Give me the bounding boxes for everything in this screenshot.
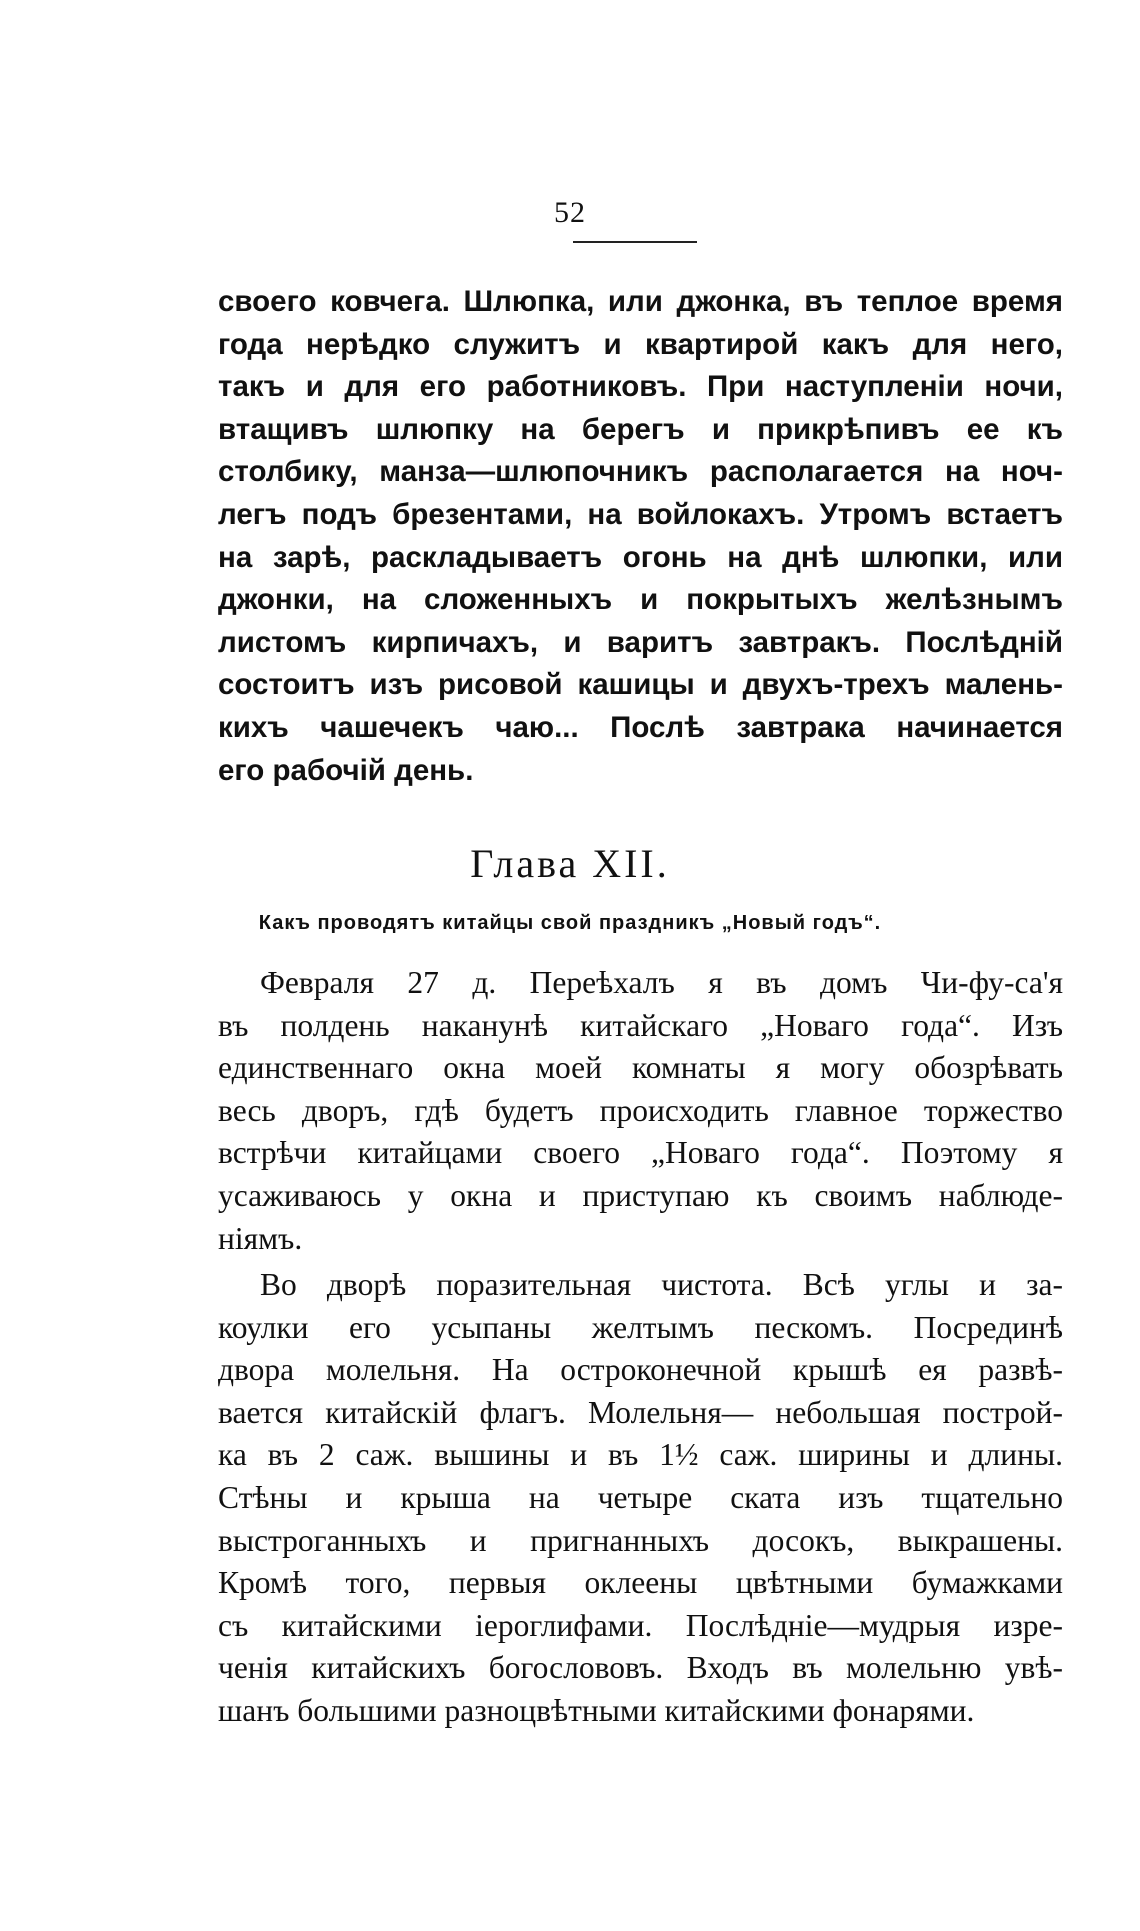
text-line: такъ и для его работниковъ. При наступленіи ночи, (218, 370, 1063, 404)
text-line: своего ковчега. Шлюпка, или джонка, въ теплое время (218, 285, 1063, 318)
text-line: легъ подъ брезентами, на войлокахъ. Утромъ встаетъ (218, 497, 1063, 531)
text-line: Кромѣ того, первыя оклеены цвѣтными бумажками (218, 1565, 1063, 1601)
continuation-paragraph (218, 281, 1063, 792)
text-line: Стѣны и крыша на четыре ската изъ тщательно (218, 1479, 1063, 1515)
chapter-title: Глава XII. (470, 841, 670, 886)
text-line: ченія китайскихъ богослововъ. Входъ въ молельню увѣ- (218, 1650, 1063, 1686)
paragraph-2 (218, 1264, 1063, 1733)
text-line: Февраля 27 д. Переѣхалъ я въ домъ Чи-фу-са'я (260, 965, 1063, 1000)
text-line: встрѣчи китайцами своего „Новаго года“. Поэтому я (218, 1135, 1063, 1171)
page-number-rule (573, 241, 697, 243)
text-line: выстроганныхъ и пригнанныхъ досокъ, выкрашены. (218, 1522, 1063, 1558)
text-line: вается китайскій флагъ. Молельня— небольшая построй- (218, 1394, 1063, 1430)
text-line: двора молельня. На остроконечной крышѣ ея развѣ- (218, 1352, 1063, 1388)
text-line: втащивъ шлюпку на берегъ и прикрѣпивъ ее къ (218, 412, 1063, 446)
text-line: кихъ чашечекъ чаю... Послѣ завтрака начинается (218, 710, 1063, 744)
text-line: его рабочій день. (218, 753, 474, 787)
text-line: съ китайскими іероглифами. Послѣдніе—мудрыя изре- (218, 1607, 1063, 1643)
text-line: столбику, манза—шлюпочникъ располагается на ноч- (218, 455, 1063, 489)
text-line: состоитъ изъ рисовой кашицы и двухъ-трехъ малень- (218, 668, 1063, 702)
text-line: ка въ 2 саж. вышины и въ 1½ саж. ширины и длины. (218, 1437, 1063, 1473)
chapter-subtitle: Какъ проводятъ китайцы свой праздникъ „Новый годъ“. (258, 912, 882, 934)
paragraph-1 (218, 962, 1063, 1260)
text-line: единственнаго окна моей комнаты я могу обозрѣвать (218, 1050, 1063, 1086)
text-line: въ полдень наканунѣ китайскаго „Новаго года“. Изъ (218, 1007, 1063, 1043)
text-line: Во дворѣ поразительная чистота. Всѣ углы и за- (260, 1267, 1063, 1302)
text-line: шанъ большими разноцвѣтными китайскими фонарями. (218, 1692, 975, 1728)
text-line: года нерѣдко служитъ и квартирой какъ для него, (218, 327, 1063, 361)
text-line: весь дворъ, гдѣ будетъ происходить главное торжество (218, 1092, 1063, 1128)
text-line: на зарѣ, раскладываетъ огонь на днѣ шлюпки, или (218, 540, 1063, 574)
text-line: усаживаюсь у окна и приступаю къ своимъ наблюде- (218, 1177, 1063, 1213)
text-line: джонки, на сложенныхъ и покрытыхъ желѣзнымъ (218, 583, 1063, 617)
page-number: 52 (554, 196, 586, 229)
text-line: ніямъ. (218, 1220, 303, 1256)
text-line: коулки его усыпаны желтымъ пескомъ. Посрединѣ (218, 1309, 1063, 1345)
text-line: листомъ кирпичахъ, и варитъ завтракъ. Послѣдній (218, 625, 1063, 659)
